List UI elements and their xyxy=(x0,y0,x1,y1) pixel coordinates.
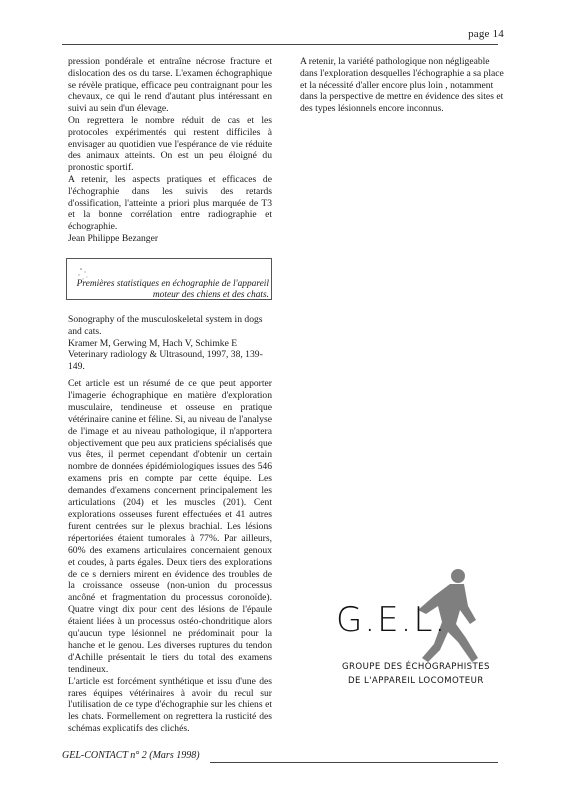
left-paragraph-2: On regrettera le nombre réduit de cas et les protocoles expérimentés qui restent difficiles à envisager au quotidien vue l'espérance de vie réduite des animaux atteints. On est un peu éloigné du pronostic sportif. xyxy=(68,114,272,174)
footer xyxy=(62,750,498,761)
logo-subtitle-2: DE L'APPAREIL LOCOMOTEUR xyxy=(348,676,484,686)
page-number: page 14 xyxy=(468,28,504,40)
article-body xyxy=(68,378,272,735)
article-title-box xyxy=(66,258,272,300)
reference-authors: Kramer M, Gerwing M, Hach V, Schimke E xyxy=(68,337,238,349)
footer-publication: GEL-CONTACT n° 2 (Mars 1998) xyxy=(62,750,200,761)
right-paragraph-1: A retenir, la variété pathologique non négligeable dans l'exploration desquelles l'échographie a sa place et la nécessité d'aller encore plus loin , notamment dans la perspective de mettre en évidence des sites et des types lésionnels encore inconnus. xyxy=(300,56,504,115)
logo-title: G.E.L. xyxy=(336,600,448,640)
body-paragraph-2: L'article est forcément synthétique et issu d'une des rares équipes vétérinaires à avoir du recul sur l'utilisation de ce type d'échographie sur les chiens et les chats. Formellement on regrettera la rusticité des schémas explicatifs des clichés. xyxy=(68,675,272,735)
reference-title: Sonography of the musculoskeletal system in dogs and cats. xyxy=(68,314,263,337)
left-paragraph-3: A retenir, les aspects pratiques et efficaces de l'échographie dans les suivis des retards d'ossification, l'atteinte a priori plus marquée de T3 et la bonne corrélation entre radiographie et échographie. xyxy=(68,173,272,233)
author-signature: Jean Philippe Bezanger xyxy=(68,232,159,244)
reference-journal: Veterinary radiology & Ultrasound, 1997, 38, 139-149. xyxy=(68,349,263,373)
left-paragraph-1: pression pondérale et entraîne nécrose fracture et dislocation des os du tarse. L'examen échographique se révèle pratique, efficace peu contraignant pour les chevaux, ce qui le rend d'autant plus intéressant en suivi au sein d'un élevage. xyxy=(68,56,272,115)
reference-block xyxy=(68,314,272,373)
article-title: Premières statistiques en échographie de l'appareil moteur des chiens et des chats. xyxy=(76,279,269,301)
footer-rule xyxy=(210,762,498,763)
header-rule xyxy=(62,44,498,45)
right-column xyxy=(300,56,505,115)
gel-logo xyxy=(308,562,508,702)
logo-subtitle-1: GROUPE DES ÉCHOGRAPHISTES xyxy=(342,662,490,672)
left-column xyxy=(68,56,272,245)
body-paragraph-1: Cet article est un résumé de ce que peut apporter l'imagerie échographique en matière d'exploration musculaire, tendineuse et osseuse en pratique vétérinaire canine et féline. Si, au niveau de l'analyse de l'image et au niveau pathologique, il n'apportera objectivement que peu aux praticiens spécialisés que vus êtes, il permet cependant d'obtenir un certain nombre de données épidémiologiques issues des 546 examens pris en compte par cette équipe. Les demandes d'examens concernent principalement les articulations (204) et les muscles (201). Cent explorations osseuses furent effectuées et 41 autres furent centrées sur le plexus brachial. Les lésions répertoriées étaient tumorales à 77%. Par ailleurs, 60% des examens articulaires concernaient genoux et coudes, à parts égales. Deux tiers des explorations de ce s derniers mirent en évidence des troubles de la croissance osseuse (non-union du processus ancôné et fragmentation du processus coronoïde). Quatre vingt dix pour cent des lésions de l'épaule étaient liées à un processus ostéo-chondritique alors qu'aucun type lésionnel ne prédominait pour la hanche et le genou. Les diverses ruptures du tendon d'Achille présentait le tiers du total des examens tendineux. xyxy=(68,378,272,675)
